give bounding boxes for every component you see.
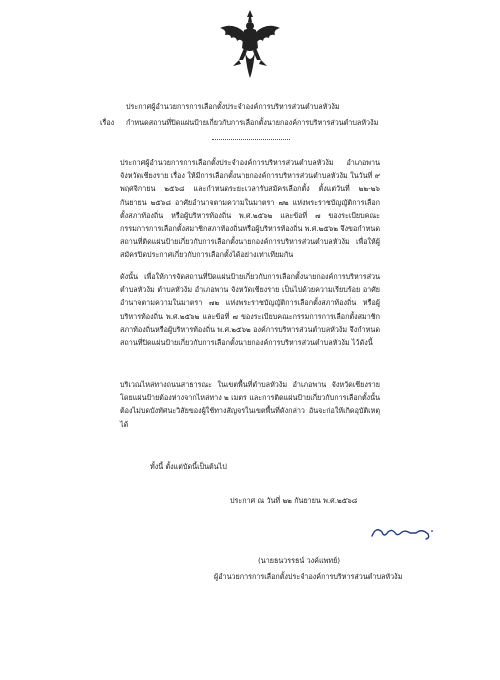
subject-label: เรื่อง [100,118,115,127]
announcement-title: ประกาศผู้อำนวยการการเลือกตั้งประจำองค์การบริหารส่วนตำบลหัวง้ม [126,102,340,111]
handwritten-signature [368,522,438,542]
garuda-emblem-icon [217,8,283,80]
signatory-position: ผู้อำนวยการการเลือกตั้งประจำองค์การบริหารส่วนตำบลหัวง้ม [214,572,403,581]
paragraph-1: ประกาศผู้อำนวยการการเลือกตั้งประจำองค์การบริหารส่วนตำบลหัวง้ม อำเภอพาน จังหวัดเชียงราย เรื่อง ให้มีการเลือกตั้งนายกองค์การบริหารส่วนตำบลหัวง้ม ในวันที่ ๙ พฤศจิกายน ๒๕๖๘ และกำหนดระยะเวลารับสมัครเลือกตั้ง ตั้งแต่วันที่ ๒๒-๒๖ กันยายน ๒๕๖๘ อาศัยอำนาจตามความในมาตรา ๗๒ แห่งพระราชบัญญัติการเลือกตั้งสภาท้องถิ่น หรือผู้บริหารท้องถิ่น พ.ศ.๒๕๖๒ และข้อที่ ๗ ของระเบียบคณะกรรมการการเลือกตั้งสมาชิกสภาท้องถิ่นหรือผู้บริหารท้องถิ่น พ.ศ.๒๕๖๒ จึงขอกำหนดสถานที่ติดแผ่นป้ายเกี่ยวกับการเลือกตั้งนายกองค์การบริหารส่วนตำบลหัวง้ม เพื่อให้ผู้สมัครปิดประกาศเกี่ยวกับการเลือกตั้งได้อย่างเท่าเทียมกัน [120,158,380,260]
subject-text: กำหนดสถานที่ปิดแผ่นป้ายเกี่ยวกับการเลือกตั้งนายกองค์การบริหารส่วนตำบลหัวง้ม [126,118,379,127]
signatory-name: (นายธนวรรธน์ วงค์แพทย์) [258,556,341,565]
paragraph-2: ดังนั้น เพื่อให้การจัดสถานที่ปิดแผ่นป้ายเกี่ยวกับการเลือกตั้งนายกองค์การบริหารส่วนตำบลหัวง้ม ตำบลหัวง้ม อำเภอพาน จังหวัดเชียงราย เป็นไปด้วยความเรียบร้อย อาศัยอำนาจตามความในมาตรา ๗๒ แห่งพระราชบัญญัติการเลือกตั้งสภาท้องถิ่น หรือผู้บริหารท้องถิ่น พ.ศ.๒๕๖๒ และข้อที่ ๗ ของระเบียบคณะกรรมการการเลือกตั้งสมาชิกสภาท้องถิ่นหรือผู้บริหารท้องถิ่น พ.ศ.๒๕๖๒ องค์การบริหารส่วนตำบลหัวง้ม จึงกำหนดสถานที่ปิดแผ่นป้ายเกี่ยวกับการเลือกตั้งนายกองค์การบริหารส่วนตำบลหัวง้ม ไว้ดังนี้ [120,272,380,348]
announce-date: ประกาศ ณ วันที่ ๒๒ กันยายน พ.ศ.๒๕๖๘ [230,496,358,505]
divider [212,139,290,140]
paragraph-3: บริเวณไหล่ทางถนนสาธารณะ ในเขตพื้นที่ตำบลหัวง้ม อำเภอพาน จังหวัดเชียงราย โดยแผ่นป้ายต้องห่างจากไหล่ทาง ๒ เมตร และการติดแผ่นป้ายเกี่ยวกับการเลือกตั้งนั้น ต้องไม่บดบังทัศนะวิสัยของผู้ใช้ทางสัญจรในเขตพื้นที่ดังกล่าว อันจะก่อให้เกิดอุบัติเหตุได้ [120,380,380,429]
effective-date-note: ทั้งนี้ ตั้งแต่บัดนี้เป็นต้นไป [150,462,227,471]
